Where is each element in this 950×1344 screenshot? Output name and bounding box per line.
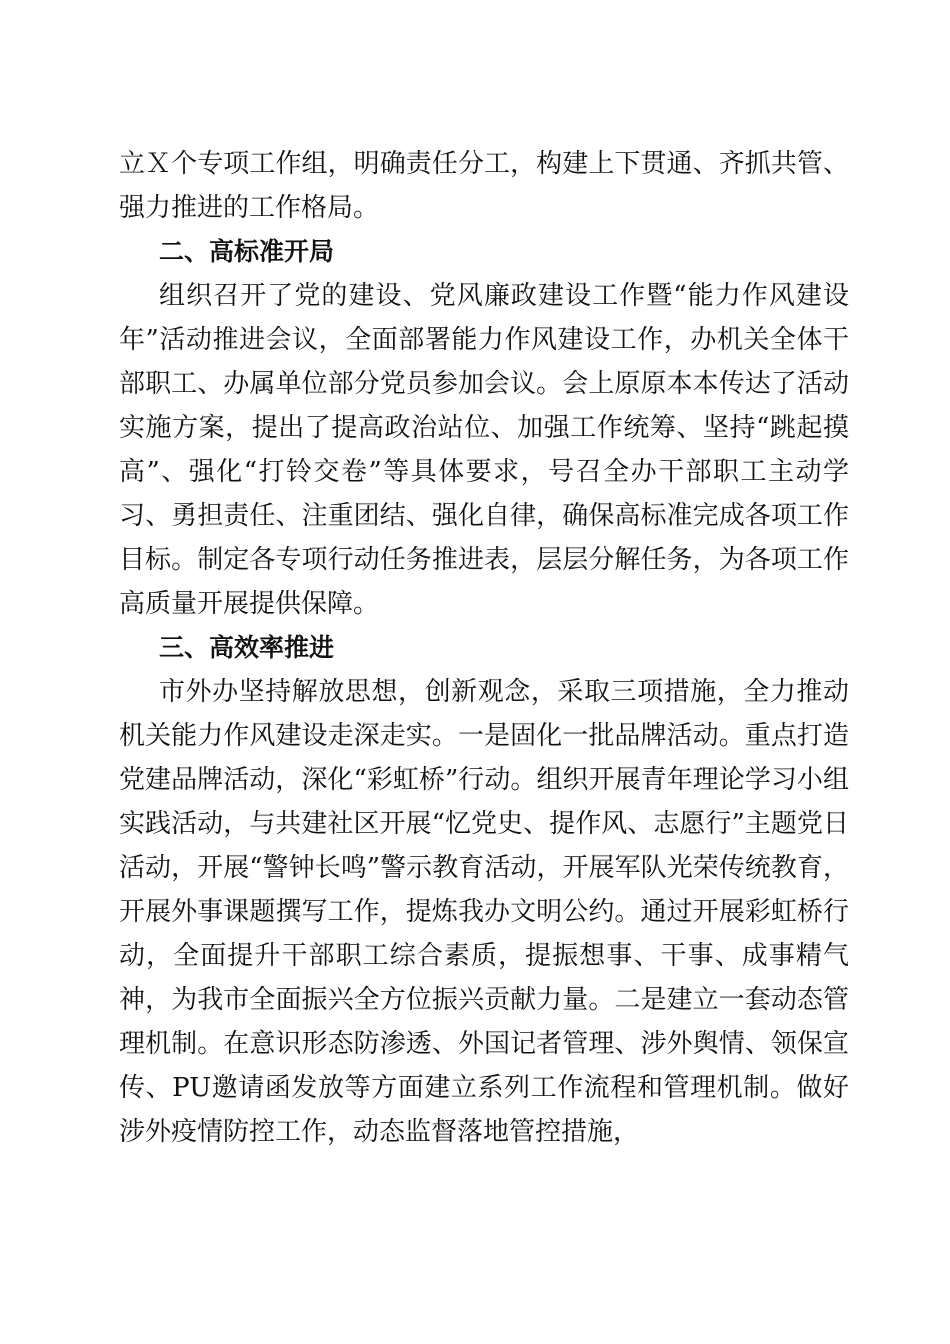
document-body xyxy=(119,142,849,1154)
paragraph-high-efficiency-progress: 市外办坚持解放思想，创新观念，采取三项措施，全力推动机关能力作风建设走深走实。一是固化一批品牌活动。重点打造党建品牌活动，深化“彩虹桥”行动。组织开展青年理论学习小组实践活动，与共建社区开展“忆党史、提作风、志愿行”主题党日活动，开展“警钟长鸣”警示教育活动，开展军队光荣传统教育，开展外事课题撰写工作，提炼我办文明公约。通过开展彩虹桥行动，全面提升干部职工综合素质，提振想事、干事、成事精气神，为我市全面振兴全方位振兴贡献力量。二是建立一套动态管理机制。在意识形态防渗透、外国记者管理、涉外舆情、领保宣传、PU邀请函发放等方面建立系列工作流程和管理机制。做好涉外疫情防控工作，动态监督落地管控措施， xyxy=(119,677,849,1147)
section-heading-3: 三、高效率推进 xyxy=(159,633,335,662)
paragraph-high-standard-start: 组织召开了党的建设、党风廉政建设工作暨“能力作风建设年”活动推进会议，全面部署能力作风建设工作，办机关全体干部职工、办属单位部分党员参加会议。会上原原本本传达了活动实施方案，提出了提高政治站位、加强工作统筹、坚持“跳起摸高”、强化“打铃交卷”等具体要求，号召全办干部职工主动学习、勇担责任、注重团结、强化自律，确保高标准完成各项工作目标。制定各专项行动任务推进表，层层分解任务，为各项工作高质量开展提供保障。 xyxy=(119,281,849,619)
section-heading-2: 二、高标准开局 xyxy=(159,237,335,266)
paragraph-continuation: 立Ｘ个专项工作组，明确责任分工，构建上下贯通、齐抓共管、强力推进的工作格局。 xyxy=(119,149,849,223)
